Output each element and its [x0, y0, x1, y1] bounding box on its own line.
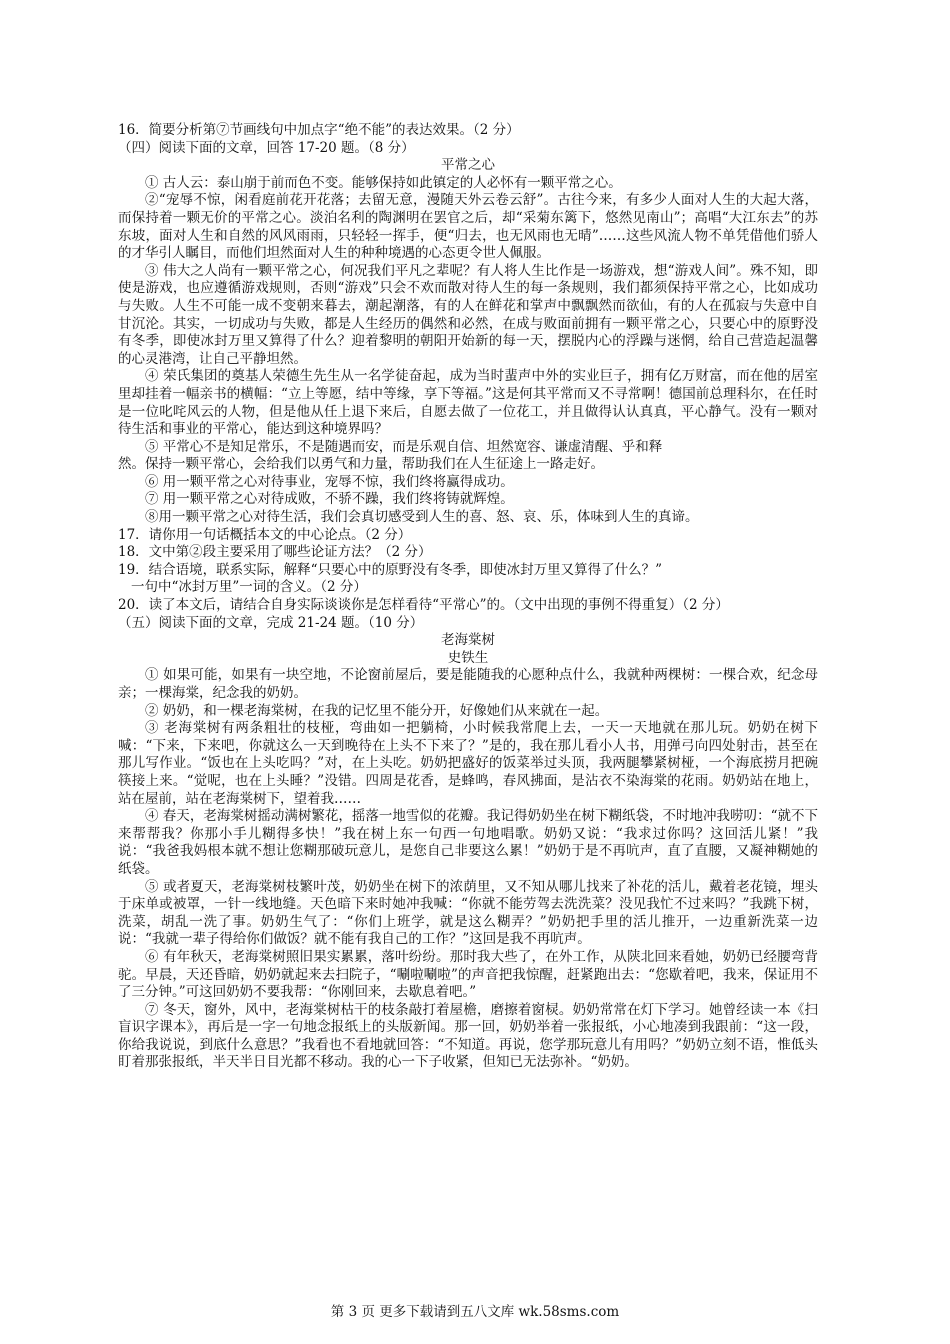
section-title: 老海棠树: [441, 632, 495, 649]
paragraph: 然。保持一颗平常心，会给我们以勇气和力量，帮助我们在人生征途上一路走好。: [118, 456, 604, 473]
paragraph: ② 奶奶，和一棵老海棠树，在我的记忆里不能分开，好像她们从来就在一起。: [145, 702, 609, 719]
paragraph: 17．请你用一句话概括本文的中心论点。（2 分）: [118, 526, 412, 543]
paragraph: ⑥ 用一颗平常之心对待事业，宠辱不惊，我们终将赢得成功。: [145, 473, 514, 490]
paragraph: （四）阅读下面的文章，回答 17-20 题。（8 分）: [118, 139, 415, 156]
paragraph: 20．读了本文后，请结合自身实际谈谈你是怎样看待“平常心”的。（文中出现的事例不得重复）（2 分）: [118, 597, 729, 614]
paragraph: ④ 春天，老海棠树摇动满树繁花，摇落一地雪似的花瓣。我记得奶奶坐在树下糊纸袋，不时地冲我唠叨：“就不下来帮帮我？你那小手儿糊得多快！”我在树上东一句西一句地唱歌。奶奶又说：“我求过你吗？这回活儿紧！”我说：“我爸我妈根本就不想让您糊那破玩意儿，是您自己非要这么累！”奶奶于是不再吭声，直了直腰，又凝神糊她的纸袋。: [118, 808, 818, 877]
paragraph: 16．简要分析第⑦节画线句中加点字“绝不能”的表达效果。（2 分）: [118, 122, 520, 138]
paragraph: ②“宠辱不惊，闲看庭前花开花落；去留无意，漫随天外云卷云舒”。古往今来，有多少人面对人生的大起大落，而保持着一颗无价的平常之心。淡泊名利的陶渊明在罢官之后，却“采菊东篱下，悠然见南山”；高唱“大江东去”的苏东坡，面对人生和自然的风风雨雨，只轻轻一挥手，便“归去，也无风雨也无晴”……这些风流人物不单凭借他们骄人的才华引人瞩目，而他们坦然面对人生的种种境遇的心态更令世人佩服。: [118, 192, 818, 262]
paragraph: ⑦ 冬天，窗外，风中，老海棠树枯干的枝条敲打着屋檐，磨擦着窗棂。奶奶常常在灯下学习。她曾经读一本《扫盲识字课本》，再后是一字一句地念报纸上的头版新闻。那一回，奶奶举着一张报纸，小心地凑到我跟前：“这一段，你给我说说，到底什么意思？”我看也不看地就回答：“不知道。再说，您学那玩意儿有用吗？”奶奶立刻不语，惟低头盯着那张报纸，半天半日目光都不移动。我的心一下子收紧，但知已无法弥补。“奶奶。: [118, 1001, 818, 1071]
section-title: 史铁生: [447, 649, 489, 666]
paragraph: ① 古人云：泰山崩于前而色不变。能够保持如此镇定的人必怀有一颗平常之心。: [145, 174, 622, 191]
document-body: [118, 122, 818, 1072]
paragraph: ⑤ 或者夏天，老海棠树枝繁叶茂，奶奶坐在树下的浓荫里，又不知从哪儿找来了补花的活儿，戴着老花镜，埋头于床单或被罩，一针一线地缝。天色暗下来时她冲我喊：“你就不能劳驾去洗洗菜？没见我忙不过来吗？”我跳下树，洗菜，胡乱一洗了事。奶奶生气了：“你们上班学，就是这么糊弄？”奶奶把手里的活儿推开，一边重新洗菜一边说：“我就一辈子得给你们做饭？就不能有我自己的工作？”这回是我不再吭声。: [118, 878, 818, 948]
paragraph: ⑤ 平常心不是知足常乐，不是随遇而安，而是乐观自信、坦然宽容、谦虚清醒、乎和释: [145, 438, 663, 455]
paragraph: 18．文中第②段主要采用了哪些论证方法？（2 分）: [118, 544, 432, 561]
paragraph: 一句中“冰封万里”一词的含义。（2 分）: [131, 579, 367, 596]
paragraph: ③ 老海棠树有两条粗壮的枝桠，弯曲如一把躺椅，小时候我常爬上去，一天一天地就在那儿玩。奶奶在树下喊：“下来，下来吧，你就这么一天到晚待在上头不下来了？”是的，我在那儿看小人书，用弹弓向四处射击，甚至在那儿写作业。“饭也在上头吃吗？”对，在上头吃。奶奶把盛好的饭菜举过头顶，我两腿攀紧树桠，一个海底捞月把碗筷接上来。“觉呢，也在上头睡？”没错。四周是花香，是蜂鸣，春风拂面，是沾衣不染海棠的花雨。奶奶站在地上，站在屋前，站在老海棠树下，望着我……: [118, 720, 818, 807]
page-footer: 第 3 页 更多下载请到五八文库 wk.58sms.com: [330, 1304, 620, 1320]
paragraph: 19．结合语境，联系实际，解释“只要心中的原野没有冬季，即使冰封万里又算得了什么？”: [118, 561, 662, 578]
paragraph: ④ 荣氏集团的奠基人荣德生先生从一名学徒奋起，成为当时蜚声中外的实业巨子，拥有亿万财富，而在他的居室里却挂着一幅亲书的横幅：“立上等愿，结中等缘，享下等福。”这是何其平常而又不寻常啊！德国前总理科尔，在任时是一位叱咤风云的人物，但是他从任上退下来后，自愿去做了一位花工，并且做得认认真真，平心静气。没有一颗对待生活和事业的平常心，能达到这种境界吗？: [118, 368, 818, 438]
paragraph: ① 如果可能，如果有一块空地，不论窗前屋后，要是能随我的心愿种点什么，我就种两棵树：一棵合欢，纪念母亲；一棵海棠，纪念我的奶奶。: [118, 667, 818, 701]
paragraph: ③ 伟大之人尚有一颗平常之心，何况我们平凡之辈呢？有人将人生比作是一场游戏，想“游戏人间”。殊不知，即使是游戏，也应遵循游戏规则，否则“游戏”只会不欢而散对待人生的每一条规则，我们都须保持平常之心，比如成功与失败。人生不可能一成不变朝来暮去，潮起潮落，有的人在鲜花和掌声中飘飘然而欲仙，有的人在孤寂与失意中自甘沉沦。其实，一切成功与失败，都是人生经历的偶然和必然，在成与败面前拥有一颗平常之心，只要心中的原野没有冬季，即使冰封万里又算得了什么？迎着黎明的朝阳开始新的每一天，摆脱内心的浮躁与迷惘，给自己营造起温馨的心灵港湾，让自己平静坦然。: [118, 262, 818, 367]
paragraph: ⑧用一颗平常之心对待生活，我们会真切感受到人生的喜、怒、哀、乐，体味到人生的真谛。: [145, 509, 699, 526]
paragraph: （五）阅读下面的文章，完成 21-24 题。（10 分）: [118, 614, 424, 631]
paragraph: ⑦ 用一颗平常之心对待成败，不骄不躁，我们终将铸就辉煌。: [145, 491, 514, 508]
paragraph: ⑥ 有年秋天，老海棠树照旧果实累累，落叶纷纷。那时我大些了，在外工作，从陕北回来看她，奶奶已经腰弯背驼。早晨，天还昏暗，奶奶就起来去扫院子，“唰啦唰啦”的声音把我惊醒，赶紧跑出去：“您歇着吧，我来，保证用不了三分钟。”可这回奶奶不要我帮：“你刚回来，去歇息着吧。”: [118, 948, 818, 1001]
section-title: 平常之心: [441, 157, 495, 174]
